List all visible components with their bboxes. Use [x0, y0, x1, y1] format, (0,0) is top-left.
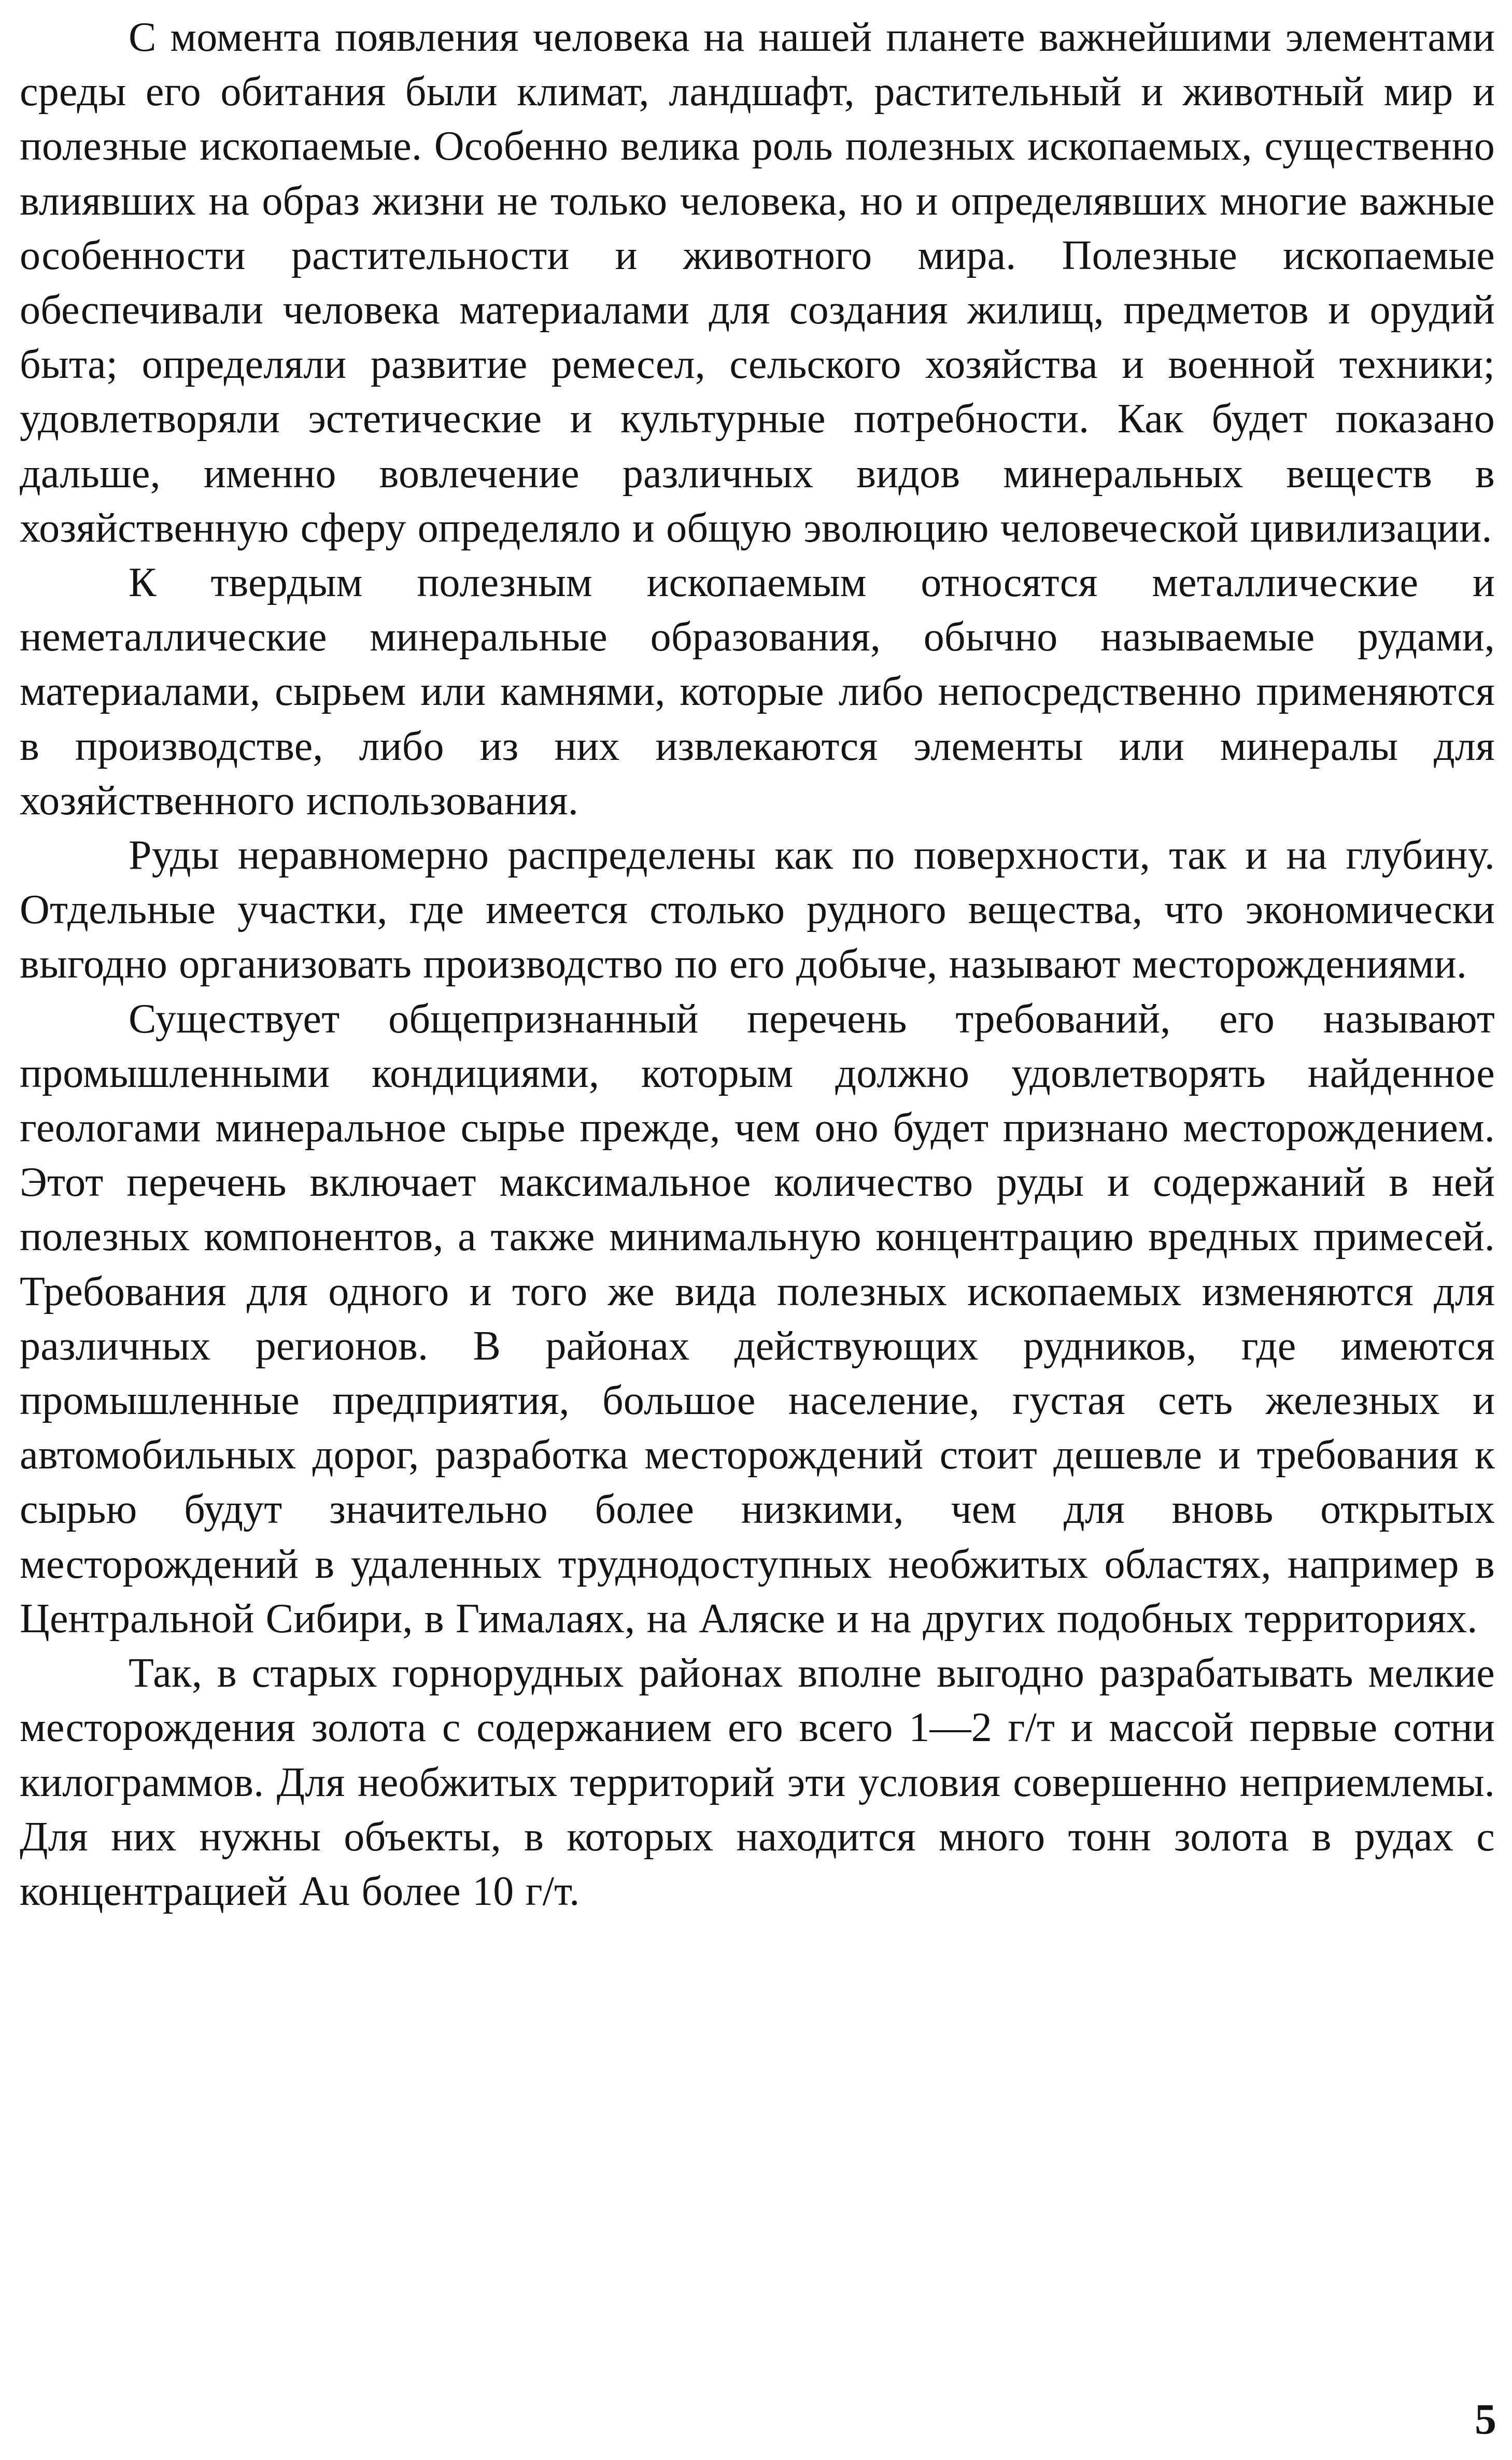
- body-text: [20, 10, 1495, 1919]
- paragraph-3: Руды неравномерно распределены как по поверхности, так и на глубину. Отдельные участки, где имеется столько рудного вещества, что экономически выгодно организовать производство по его добыче, называют месторождениями.: [20, 832, 1495, 987]
- paragraph-5: Так, в старых горнорудных районах вполне выгодно разрабатывать мелкие месторождения золота с содержанием его всего 1—2 г/т и массой первые сотни килограммов. Для необжитых территорий эти условия совершенно неприемлемы. Для них нужны объекты, в которых находится много тонн золота в рудах с концентрацией Au более 10 г/т.: [20, 1650, 1495, 1914]
- paragraph-4: Существует общепризнанный перечень требований, его называют промышленными кондициями, которым должно удовлетворять найденное геологами минеральное сырье прежде, чем оно будет признано месторождением. Этот перечень включает максимальное количество руды и содержаний в ней полезных компонентов, а также минимальную концентрацию вредных примесей. Требования для одного и того же вида полезных ископаемых изменяются для различных регионов. В районах действующих рудников, где имеются промышленные предприятия, большое население, густая сеть железных и автомобильных дорог, разработка месторождений стоит дешевле и требования к сырью будут значительно более низкими, чем для вновь открытых месторождений в удаленных труднодоступных необжитых областях, например в Центральной Сибири, в Гималаях, на Аляске и на других подобных территориях.: [20, 996, 1495, 1642]
- paragraph-2: К твердым полезным ископаемым относятся металлические и неметаллические минеральные образования, обычно называемые рудами, материалами, сырьем или камнями, которые либо непосредственно применяются в производстве, либо из них извлекаются элементы или минералы для хозяйственного использования.: [20, 560, 1495, 824]
- page-number: 5: [1475, 2395, 1496, 2443]
- paragraph-1: С момента появления человека на нашей планете важнейшими элементами среды его обитания были климат, ландшафт, растительный и животный мир и полезные ископаемые. Особенно велика роль полезных ископаемых, существенно влиявших на образ жизни не только человека, но и определявших многие важные особенности растительности и животного мира. Полезные ископаемые обеспечивали человека материалами для создания жилищ, предметов и орудий быта; определяли развитие ремесел, сельского хозяйства и военной техники; удовлетворяли эстетические и культурные потребности. Как будет показано дальше, именно вовлечение различных видов минеральных веществ в хозяйственную сферу определяло и общую эволюцию человеческой цивилизации.: [20, 15, 1495, 551]
